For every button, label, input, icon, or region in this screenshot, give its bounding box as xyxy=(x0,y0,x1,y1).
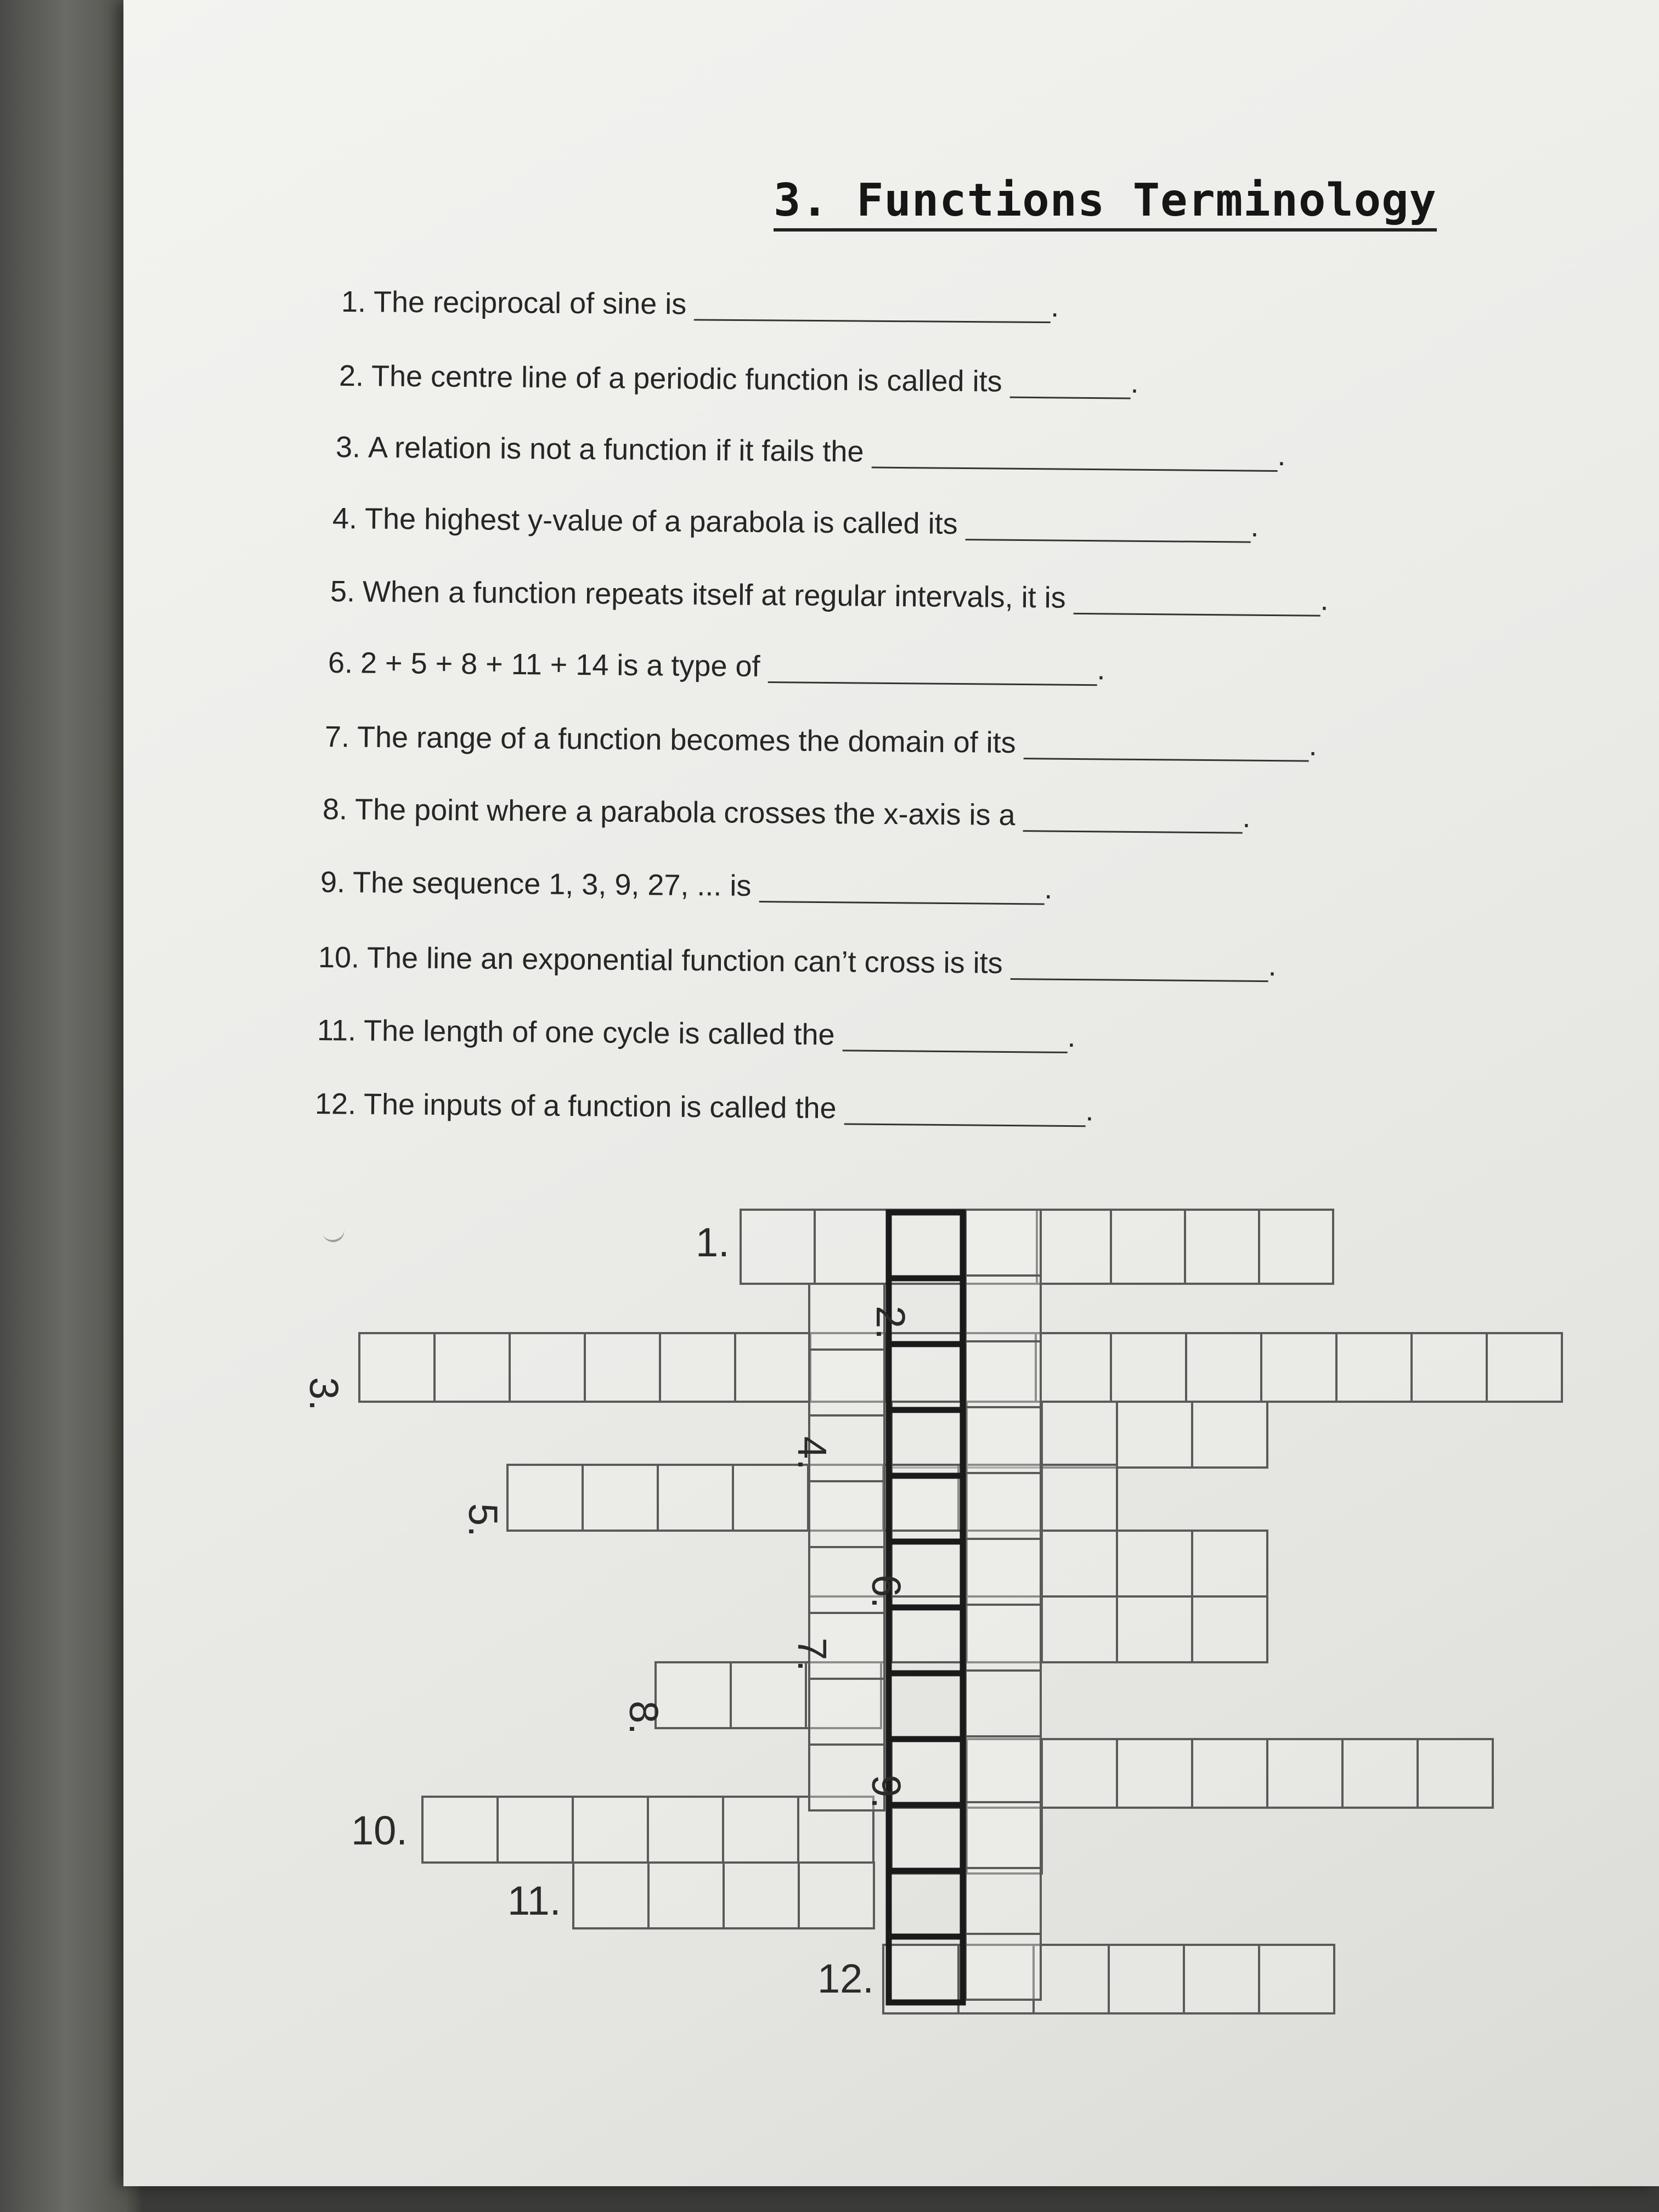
question-text: The highest y-value of a parabola is called its xyxy=(364,502,958,540)
crossword-cell[interactable] xyxy=(809,1350,884,1415)
crossword-cell-9-across[interactable] xyxy=(1117,1739,1192,1808)
crossword-cell[interactable] xyxy=(1042,1596,1117,1662)
crossword-cell[interactable] xyxy=(966,1407,1041,1473)
question-period: . xyxy=(1097,653,1105,686)
crossword-cell-6-across[interactable] xyxy=(1042,1531,1117,1596)
clue-number-7: 7. xyxy=(789,1638,835,1672)
question-period: . xyxy=(1067,1020,1076,1054)
crossword-cell-6-across[interactable] xyxy=(1117,1531,1192,1596)
crossword-cell-10-across[interactable] xyxy=(422,1797,498,1863)
question-number: 1. xyxy=(341,285,366,319)
question-number: 3. xyxy=(335,431,361,464)
question-period: . xyxy=(1320,583,1329,617)
crossword-cell[interactable] xyxy=(1042,1402,1117,1468)
crossword-cell-2-down[interactable] xyxy=(889,1871,963,1937)
crossword-cell-3-across[interactable] xyxy=(660,1333,735,1402)
question-text: The length of one cycle is called the xyxy=(363,1014,835,1052)
question-text: 2 + 5 + 8 + 11 + 14 is a type of xyxy=(360,646,760,683)
question-period: . xyxy=(1044,872,1053,905)
crossword-cell-3-across[interactable] xyxy=(1336,1333,1412,1402)
question-period: . xyxy=(1085,1094,1094,1127)
crossword-cell-6-across[interactable] xyxy=(1192,1531,1267,1596)
crossword-cell-3-across[interactable] xyxy=(585,1333,660,1402)
crossword-cell[interactable] xyxy=(966,1671,1041,1736)
crossword-cell-3-across[interactable] xyxy=(359,1333,435,1402)
crossword-cell-10-across[interactable] xyxy=(648,1797,723,1863)
question-text: The line an exponential function can’t cross is its xyxy=(366,941,1003,980)
crossword-cell[interactable] xyxy=(966,1605,1041,1671)
question-number: 9. xyxy=(320,866,346,899)
crossword-cell-3-across[interactable] xyxy=(1261,1333,1336,1402)
clue-number-12: 12. xyxy=(817,1956,874,2001)
crossword-cell-5-across[interactable] xyxy=(583,1465,658,1531)
question-period: . xyxy=(1051,290,1059,324)
clue-number-2: 2. xyxy=(868,1306,913,1340)
question-number: 6. xyxy=(328,646,353,680)
crossword-cell-1-across[interactable] xyxy=(741,1210,815,1284)
crossword-cell-1-across[interactable] xyxy=(1037,1210,1111,1284)
crossword-cell-12-across[interactable] xyxy=(1034,1945,1109,2013)
crossword-cell-2-down[interactable] xyxy=(889,1673,963,1739)
crossword-cell-10-across[interactable] xyxy=(498,1797,573,1863)
question-number: 4. xyxy=(332,502,358,535)
question-text: The inputs of a function is called the xyxy=(363,1087,837,1125)
crossword-cell-10-across[interactable] xyxy=(723,1797,798,1863)
question-text: The point where a parabola crosses the x-axis is a xyxy=(354,793,1015,832)
question-text: The centre line of a periodic function is called its xyxy=(371,359,1002,398)
crossword-cell-9-across[interactable] xyxy=(1267,1739,1342,1808)
crossword-cell-12-across[interactable] xyxy=(1109,1945,1184,2013)
crossword-cell-3-across[interactable] xyxy=(735,1333,810,1402)
crossword-cell-3-across[interactable] xyxy=(1036,1333,1111,1402)
question-period: . xyxy=(1268,949,1277,983)
crossword-cell-12-across[interactable] xyxy=(1184,1945,1259,2013)
crossword-cell-12-across[interactable] xyxy=(1259,1945,1334,2013)
crossword-cell[interactable] xyxy=(966,1473,1041,1539)
crossword-cell-5-across[interactable] xyxy=(507,1465,583,1531)
crossword-cell-3-across[interactable] xyxy=(510,1333,585,1402)
question-number: 12. xyxy=(314,1087,357,1121)
crossword-cell[interactable] xyxy=(809,1481,884,1547)
crossword-cell[interactable] xyxy=(966,1341,1041,1407)
question-period: . xyxy=(1277,438,1286,472)
crossword-cell[interactable] xyxy=(966,1539,1041,1605)
question-text: The range of a function becomes the domain of its xyxy=(357,720,1016,759)
crossword-cell-3-across[interactable] xyxy=(1186,1333,1261,1402)
crossword-cell-5-across[interactable] xyxy=(733,1465,808,1531)
clue-number-10: 10. xyxy=(351,1808,408,1853)
clue-number-1: 1. xyxy=(696,1220,730,1265)
question-number: 8. xyxy=(322,793,348,826)
crossword-cell-9-across[interactable] xyxy=(1192,1739,1267,1808)
crossword-cell-3-across[interactable] xyxy=(1111,1333,1186,1402)
question-text: A relation is not a function if it fails the xyxy=(368,431,864,469)
worksheet-title: 3. Functions Terminology xyxy=(774,174,1437,232)
crossword-cell-1-across[interactable] xyxy=(1185,1210,1259,1284)
crossword-cell-11-across[interactable] xyxy=(724,1863,799,1928)
crossword-cell-3-across[interactable] xyxy=(1487,1333,1562,1402)
crossword-cell[interactable] xyxy=(1117,1402,1192,1468)
crossword-cell-1-across[interactable] xyxy=(1111,1210,1185,1284)
crossword-cell-11-across[interactable] xyxy=(648,1863,724,1928)
crossword-cell[interactable] xyxy=(1042,1465,1117,1531)
question-period: . xyxy=(1250,510,1259,543)
crossword-cell-5-across[interactable] xyxy=(658,1465,733,1531)
question-period: . xyxy=(1130,366,1139,399)
crossword-cell[interactable] xyxy=(966,1868,1041,1934)
crossword-cell-9-across[interactable] xyxy=(1342,1739,1418,1808)
crossword-cell-1-across[interactable] xyxy=(1259,1210,1333,1284)
question-period: . xyxy=(1308,729,1317,762)
question-number: 10. xyxy=(318,941,360,974)
clue-number-11: 11. xyxy=(507,1878,561,1923)
crossword-cell[interactable] xyxy=(1192,1596,1267,1662)
question-text: The reciprocal of sine is xyxy=(373,285,687,321)
question-number: 7. xyxy=(324,720,350,754)
question-text: The sequence 1, 3, 9, 27, ... is xyxy=(352,866,752,902)
question-period: . xyxy=(1242,800,1251,834)
crossword-cell-3-across[interactable] xyxy=(1412,1333,1487,1402)
crossword-cell[interactable] xyxy=(966,1802,1041,1868)
question-number: 5. xyxy=(330,575,356,608)
question-number: 11. xyxy=(317,1014,357,1047)
clue-number-8: 8. xyxy=(621,1701,667,1735)
clue-number-3: 3. xyxy=(301,1377,347,1411)
crossword-cell[interactable] xyxy=(966,1210,1041,1276)
crossword-cell[interactable] xyxy=(1192,1402,1267,1468)
clue-number-4: 4. xyxy=(789,1436,835,1470)
crossword-cell-1-across[interactable] xyxy=(815,1210,889,1284)
crossword-cell-8-across[interactable] xyxy=(731,1662,806,1728)
crossword-cell-1-across[interactable] xyxy=(889,1210,963,1284)
crossword-cell[interactable] xyxy=(966,1934,1041,2000)
crossword-cell-10-across[interactable] xyxy=(573,1797,648,1863)
crossword-cell[interactable] xyxy=(966,1276,1041,1341)
clue-number-5: 5. xyxy=(460,1503,506,1537)
crossword-cell[interactable] xyxy=(966,1736,1041,1802)
crossword-cell-3-across[interactable] xyxy=(435,1333,510,1402)
question-text: When a function repeats itself at regular intervals, it is xyxy=(362,575,1066,614)
clue-number-6: 6. xyxy=(864,1575,909,1609)
crossword-cell[interactable] xyxy=(891,1808,967,1874)
question-number: 2. xyxy=(338,359,364,393)
crossword-cell-9-across[interactable] xyxy=(1418,1739,1493,1808)
crossword-cell[interactable] xyxy=(1117,1596,1192,1662)
crossword-cell-9-across[interactable] xyxy=(1042,1739,1117,1808)
clue-number-9: 9. xyxy=(864,1775,909,1809)
crossword-cell[interactable] xyxy=(809,1679,884,1745)
crossword-cell-11-across[interactable] xyxy=(573,1863,648,1928)
crossword-cell-11-across[interactable] xyxy=(799,1863,874,1928)
